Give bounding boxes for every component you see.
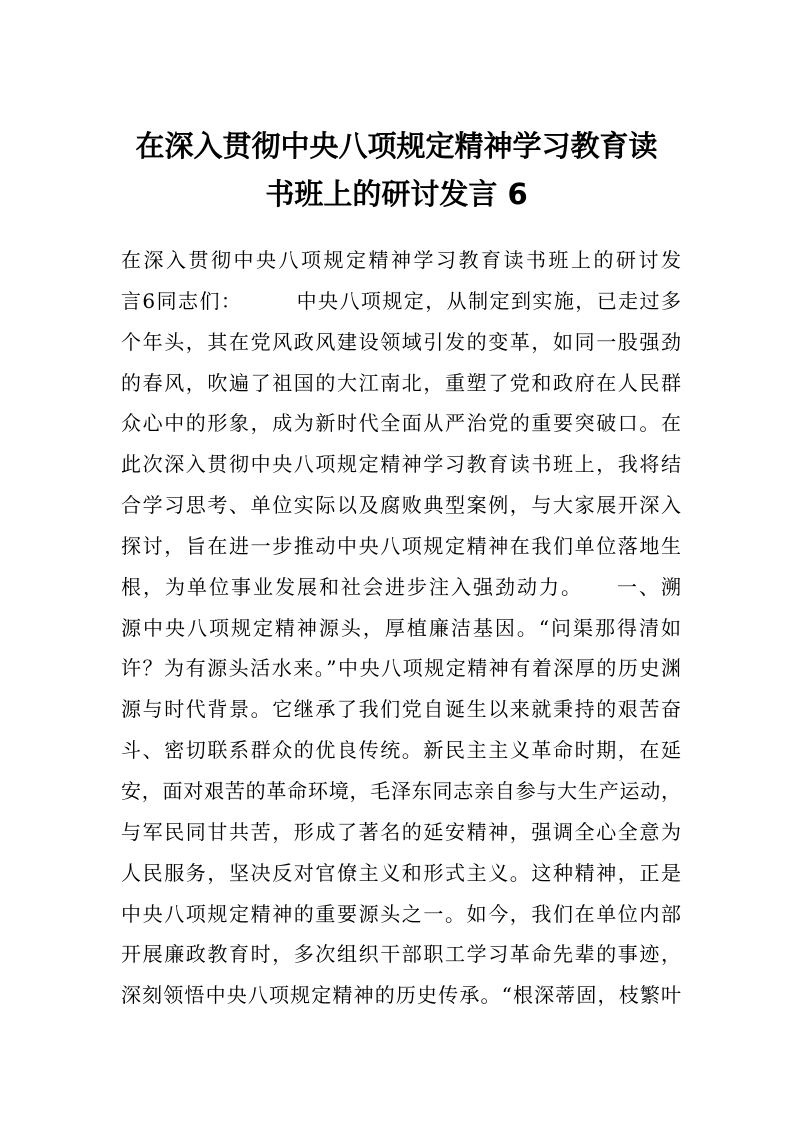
body-line-10: 源中央八项规定精神源头，厚植廉洁基因。“问渠那得清如 bbox=[121, 615, 681, 640]
body-line-19: 深刻领悟中央八项规定精神的历史传承。“根深蒂固，枝繁叶 bbox=[121, 983, 681, 1008]
document-title-line-1: 在深入贯彻中央八项规定精神学习教育读 bbox=[135, 129, 658, 163]
body-line-2: 言6同志们： 中央八项规定，从制定到实施，已走过多 bbox=[121, 288, 681, 313]
body-line-13: 斗、密切联系群众的优良传统。新民主主义革命时期，在延 bbox=[121, 738, 681, 763]
body-line-7: 合学习思考、单位实际以及腐败典型案例，与大家展开深入 bbox=[121, 493, 681, 518]
body-line-15: 与军民同甘共苦，形成了著名的延安精神，强调全心全意为 bbox=[121, 819, 681, 844]
body-line-17: 中央八项规定精神的重要源头之一。如今，我们在单位内部 bbox=[121, 901, 681, 926]
body-line-5: 众心中的形象，成为新时代全面从严治党的重要突破口。在 bbox=[121, 411, 681, 436]
body-line-3: 个年头，其在党风政风建设领域引发的变革，如同一股强劲 bbox=[121, 329, 681, 354]
body-line-9: 根，为单位事业发展和社会进步注入强劲动力。 一、溯 bbox=[121, 574, 681, 599]
body-line-18: 开展廉政教育时，多次组织干部职工学习革命先辈的事迹， bbox=[121, 942, 681, 967]
document-title-line-2: 书班上的研讨发言 6 bbox=[265, 177, 528, 211]
body-line-12: 源与时代背景。它继承了我们党自诞生以来就秉持的艰苦奋 bbox=[121, 697, 681, 722]
body-line-11: 许？为有源头活水来。”中央八项规定精神有着深厚的历史渊 bbox=[121, 656, 681, 681]
body-line-6: 此次深入贯彻中央八项规定精神学习教育读书班上，我将结 bbox=[121, 452, 681, 477]
body-line-14: 安，面对艰苦的革命环境，毛泽东同志亲自参与大生产运动， bbox=[121, 778, 681, 803]
body-line-4: 的春风，吹遍了祖国的大江南北，重塑了党和政府在人民群 bbox=[121, 370, 681, 395]
body-line-1: 在深入贯彻中央八项规定精神学习教育读书班上的研讨发 bbox=[121, 248, 681, 272]
body-line-16: 人民服务，坚决反对官僚主义和形式主义。这种精神，正是 bbox=[121, 860, 681, 885]
document-body bbox=[121, 240, 681, 1016]
body-line-8: 探讨，旨在进一步推动中央八项规定精神在我们单位落地生 bbox=[121, 533, 681, 558]
